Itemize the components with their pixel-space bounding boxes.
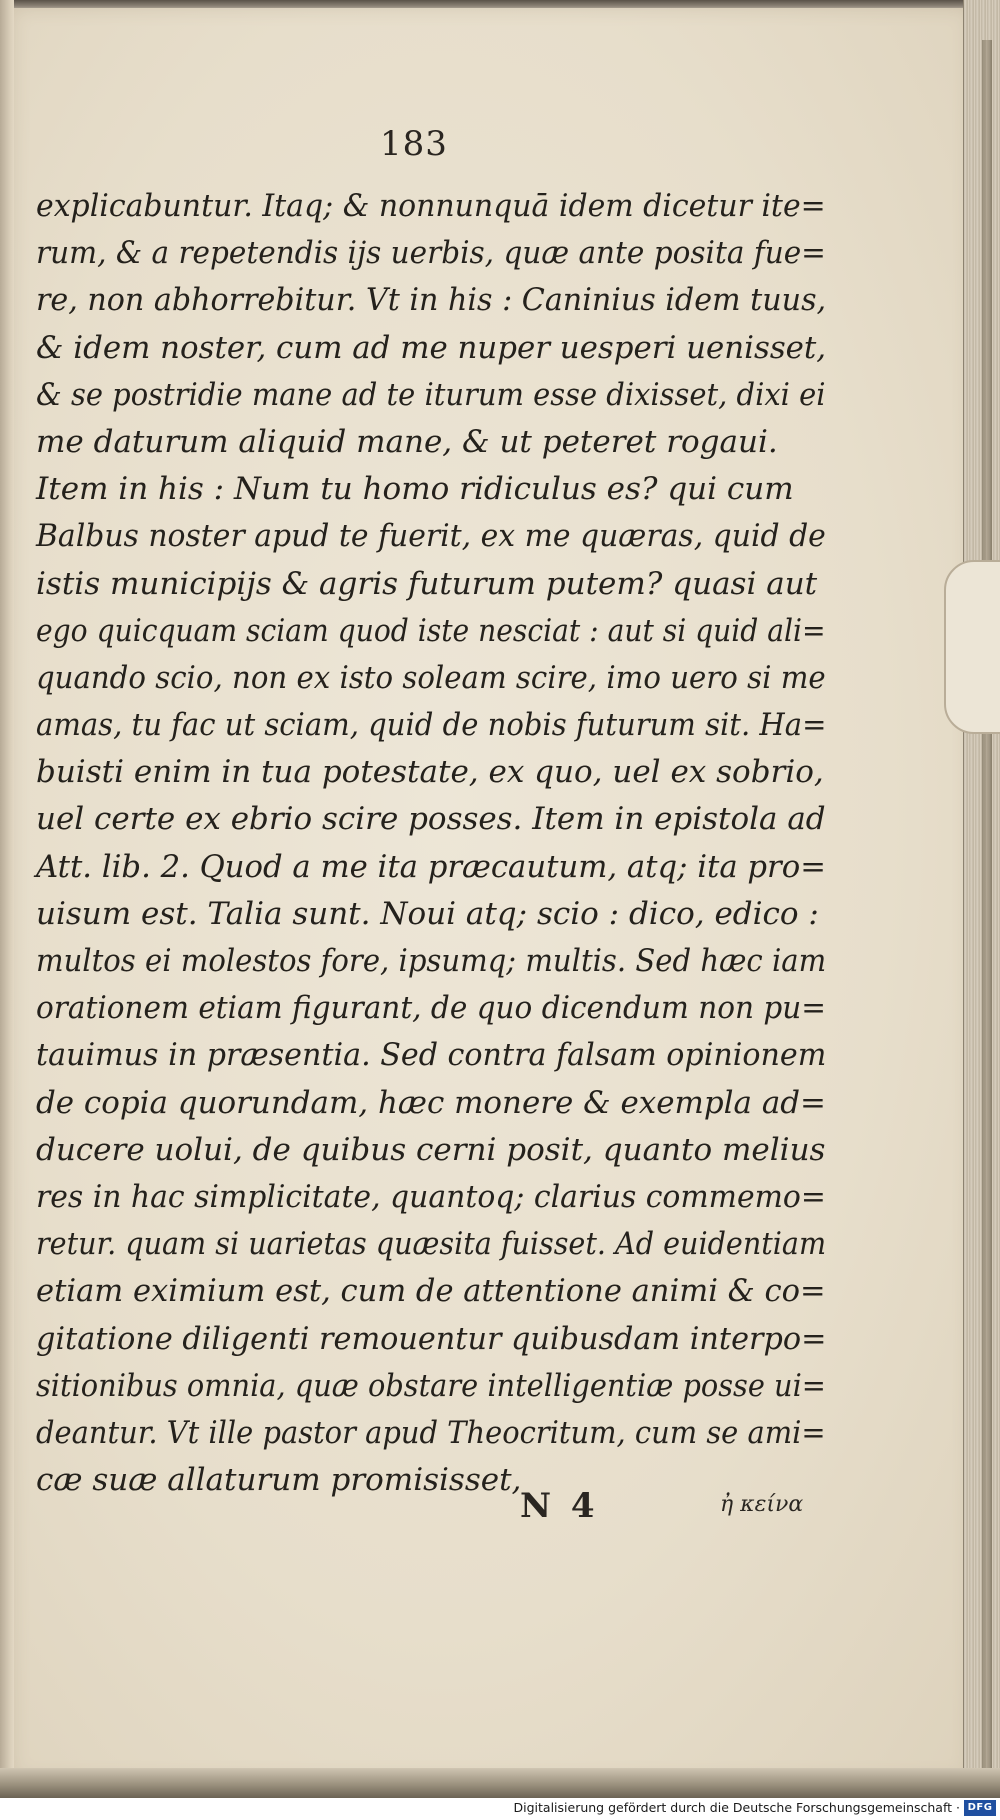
text-line: me daturum aliquid mane, & ut peteret rogaui. — [36, 423, 778, 460]
book-fore-edge-shadow — [982, 40, 992, 1770]
text-line: sitionibus omnia, quæ obstare intelligentiæ posse ui= — [36, 1367, 826, 1404]
text-line: rum, & a repetendis ijs uerbis, quæ ante posita fue= — [36, 235, 826, 272]
text-line: cæ suæ allaturum promisisset, — [36, 1462, 522, 1499]
text-line: uel certe ex ebrio scire posses. Item in epistola ad — [36, 801, 826, 838]
page-gutter — [0, 0, 14, 1820]
text-line: amas, tu fac ut sciam, quid de nobis futurum sit. Ha= — [36, 707, 827, 744]
text-line: ego quicquam sciam quod iste nesciat : aut si quid ali= — [36, 612, 826, 649]
text-block — [36, 183, 826, 1504]
text-line: istis municipijs & agris futurum putem? quasi aut — [36, 565, 818, 602]
text-line: ducere uolui, de quibus cerni posit, quanto melius — [36, 1131, 826, 1168]
bottom-shadow — [0, 1768, 1000, 1798]
text-line: gitatione diligenti remouentur quibusdam interpo= — [36, 1320, 827, 1357]
text-line: orationem etiam figurant, de quo dicendum non pu= — [36, 990, 827, 1027]
signature-mark: N 4 — [520, 1486, 599, 1526]
book-page — [12, 8, 970, 1778]
text-line: retur. quam si uarietas quæsita fuisset. Ad euidentiam — [36, 1226, 827, 1263]
text-line: & se postridie mane ad te iturum esse dixisset, dixi ei — [36, 376, 826, 413]
page-number: 183 — [380, 124, 448, 164]
footer-credit: Digitalisierung gefördert durch die Deutsche Forschungsgemeinschaft · — [513, 1800, 960, 1815]
text-line: multos ei molestos fore, ipsumq; multis. Sed hæc iam — [36, 943, 827, 979]
text-line: explicabuntur. Itaq; & nonnunquā idem dicetur ite= — [36, 188, 826, 224]
text-line: Balbus noster apud te fuerit, ex me quæras, quid de — [36, 518, 826, 555]
text-line: re, non abhorrebitur. Vt in his : Caninius idem tuus, — [36, 282, 827, 319]
text-line: de copia quorundam, hæc monere & exempla ad= — [36, 1084, 826, 1121]
text-line: Item in his : Num tu homo ridiculus es? qui cum — [36, 471, 794, 508]
text-line: uisum est. Talia sunt. Noui atq; scio : dico, edico : — [36, 895, 819, 932]
text-line: deantur. Vt ille pastor apud Theocritum, cum se ami= — [36, 1414, 826, 1451]
text-line: etiam eximium est, cum de attentione animi & co= — [36, 1273, 826, 1310]
page-tab-marker — [944, 560, 1000, 734]
text-line: & idem noster, cum ad me nuper uesperi uenisset, — [36, 329, 827, 366]
dfg-logo: DFG — [964, 1800, 996, 1816]
text-line: Att. lib. 2. Quod a me ita præcautum, atq; ita pro= — [36, 848, 826, 885]
text-line: quando scio, non ex isto soleam scire, imo uero si me — [36, 659, 826, 696]
catchword: ἠ κείνα — [720, 1492, 804, 1517]
text-line: res in hac simplicitate, quantoq; clarius commemo= — [36, 1178, 826, 1215]
text-line: buisti enim in tua potestate, ex quo, uel ex sobrio, — [36, 754, 824, 791]
text-line: tauimus in præsentia. Sed contra falsam opinionem — [36, 1037, 827, 1074]
